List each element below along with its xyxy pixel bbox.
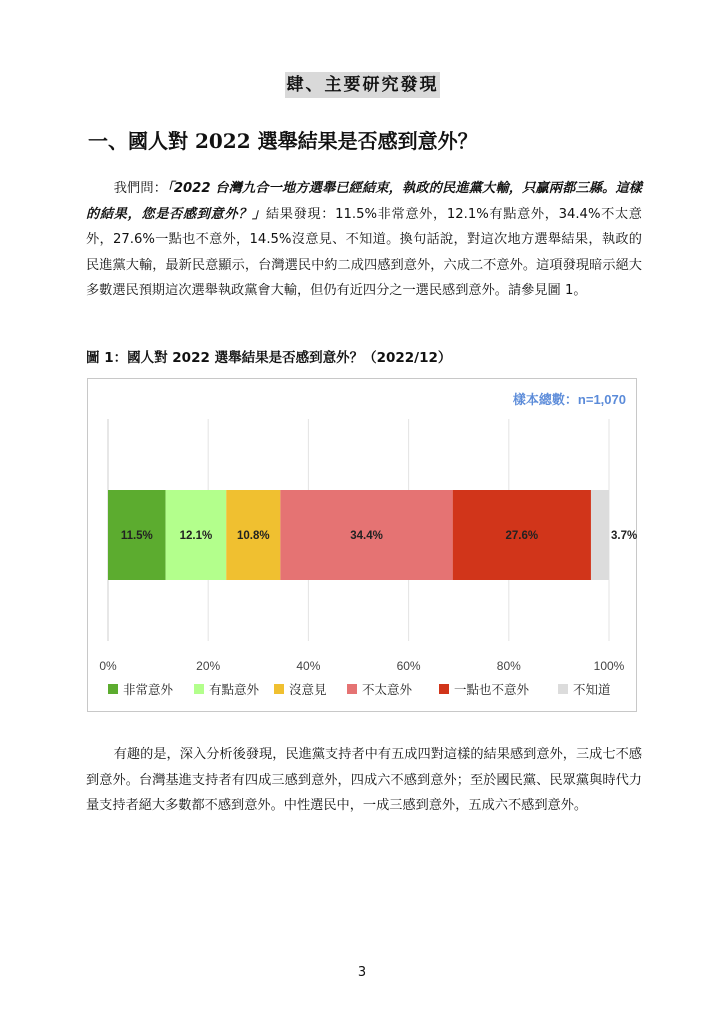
x-tick-label: 40% xyxy=(296,659,321,673)
legend-swatch xyxy=(558,684,568,694)
legend-label: 沒意見 xyxy=(289,683,327,697)
paragraph-2: 有趣的是，深入分析後發現，民進黨支持者中有五成四對這樣的結果感到意外，三成七不感到意外。台灣基進支持者有四成三感到意外，四成六不感到意外；至於國民黨、民眾黨與時代力量支持者絕大多數都不感到意外。中性選民中，一成三感到意外，五成六不感到意外。 xyxy=(86,747,642,814)
legend-swatch xyxy=(194,684,204,694)
legend-swatch xyxy=(108,684,118,694)
chart-frame xyxy=(87,378,637,712)
legend-swatch xyxy=(347,684,357,694)
paragraph-1 xyxy=(86,176,642,304)
data-label: 34.4% xyxy=(350,530,383,542)
legend-label: 非常意外 xyxy=(123,683,174,697)
section-title: 肆、主要研究發現 xyxy=(285,72,440,98)
figure-caption: 圖 1：國人對 2022 選舉結果是否感到意外？（2022/12） xyxy=(86,350,452,366)
data-label: 27.6% xyxy=(505,530,539,542)
legend-label: 不知道 xyxy=(573,683,611,697)
legend-swatch xyxy=(439,684,449,694)
data-label: 10.8% xyxy=(236,530,270,542)
legend-swatch xyxy=(274,684,284,694)
question-heading: 一、國人對 2022 選舉結果是否感到意外？ xyxy=(88,129,478,153)
paragraph-1-lead: 我們問： xyxy=(113,181,168,196)
legend-label: 不太意外 xyxy=(362,683,413,697)
page-number: 3 xyxy=(357,965,367,980)
bar-segment xyxy=(591,490,609,580)
x-tick-label: 0% xyxy=(99,659,117,673)
legend-label: 一點也不意外 xyxy=(454,683,530,697)
sample-size-note: 樣本總數：n=1,070 xyxy=(512,392,626,407)
legend-label: 有點意外 xyxy=(209,683,260,697)
x-tick-label: 60% xyxy=(396,659,421,673)
x-tick-label: 100% xyxy=(593,659,625,673)
paragraph-1-body: 結果發現：11.5%非常意外，12.1%有點意外，34.4%不太意外，27.6%一點也不意外，14.5%沒意見、不知道。換句話說，對這次地方選舉結果，執政的民進黨大輸，最新民意顯示，台灣選民中約二成四感到意外，六成二不意外。這項發現暗示絕大多數選民預期這次選舉執政黨會大輸，但仍有近四分之一選民感到意外。請參見圖 1。 xyxy=(86,206,642,299)
survey-question-quote: 「2022 台灣九合一地方選舉已經結束，執政的民進黨大輸，只贏兩都三縣。這樣的結果，您是否感到意外？」 xyxy=(86,181,642,222)
stacked-bar-chart xyxy=(88,379,638,713)
x-tick-label: 20% xyxy=(196,659,221,673)
data-label: 12.1% xyxy=(179,530,213,542)
x-tick-label: 80% xyxy=(496,659,521,673)
data-label: 11.5% xyxy=(120,530,153,542)
data-label: 3.7% xyxy=(611,530,638,542)
